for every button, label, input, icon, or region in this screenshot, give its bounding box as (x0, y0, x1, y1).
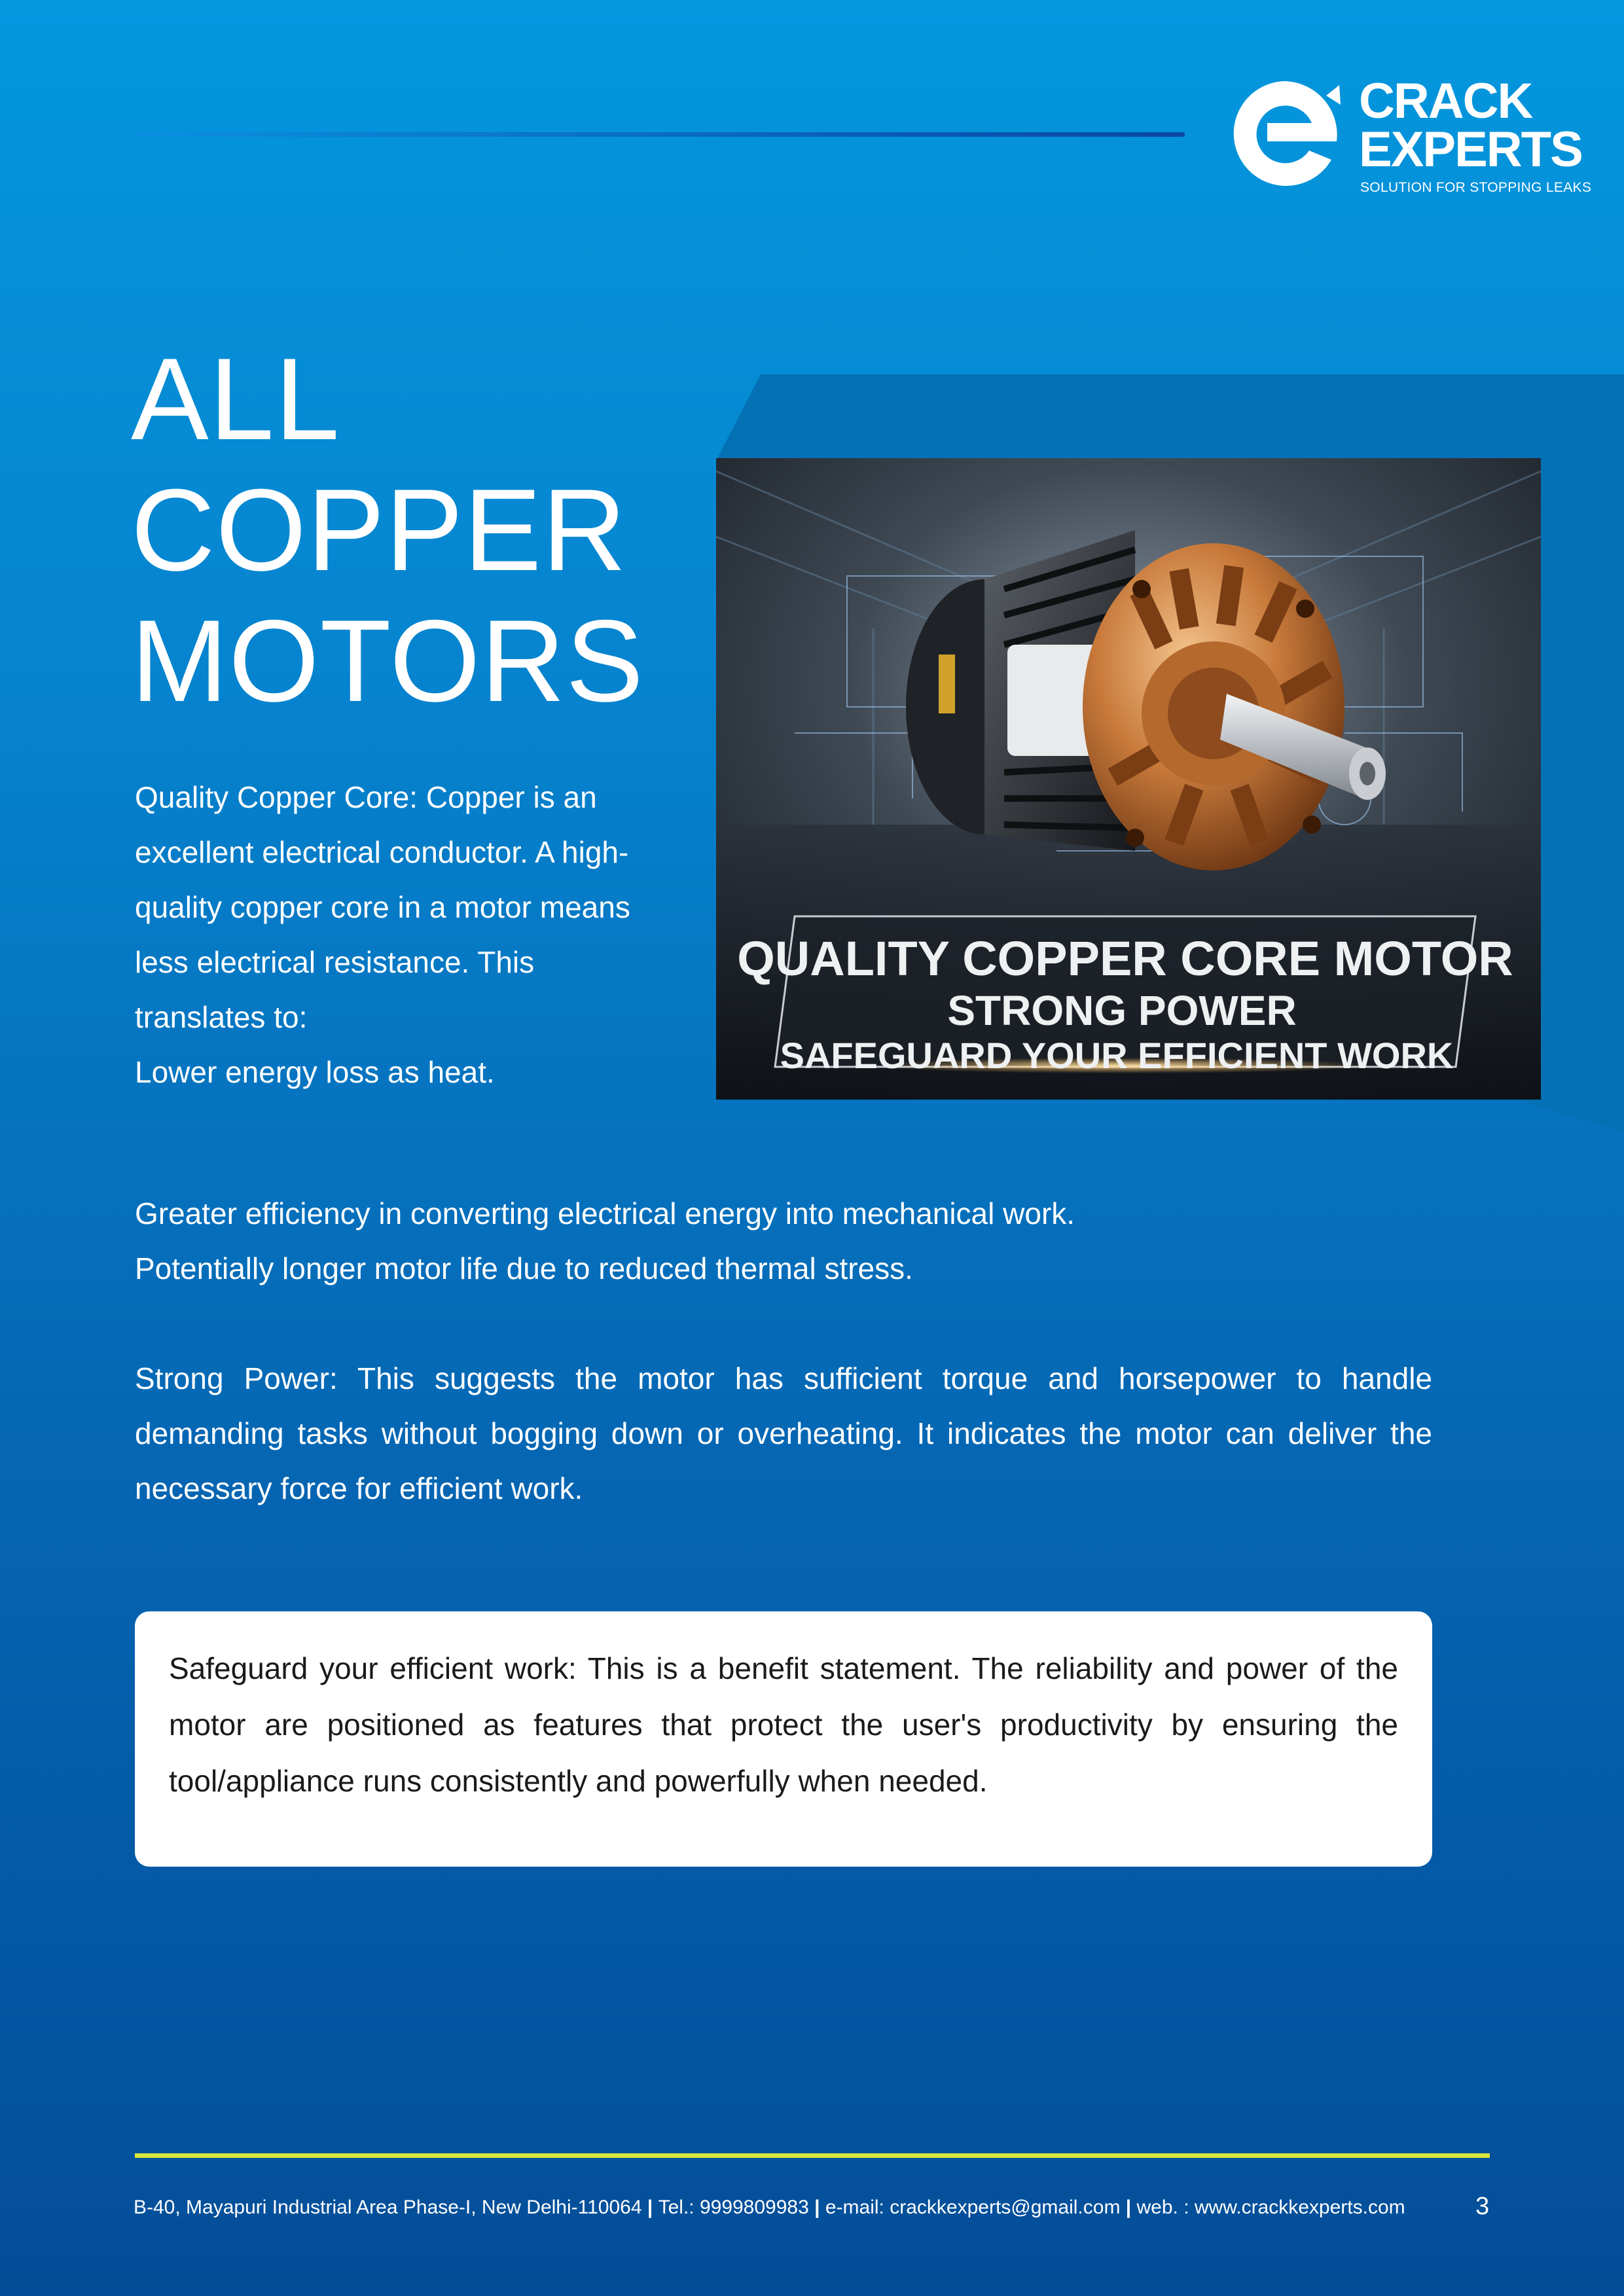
brand-tagline: SOLUTION FOR STOPPING LEAKS (1360, 180, 1592, 195)
title-line2: COPPER (131, 465, 627, 595)
brand-logo (1228, 73, 1592, 200)
motor-photo (716, 458, 1541, 1100)
intro-line: translates to: (135, 1000, 308, 1034)
page-title (131, 334, 644, 726)
brand-name (1359, 73, 1582, 177)
brand-name-line2: EXPERTS (1359, 122, 1582, 177)
brand-name-line1: CRACK (1359, 73, 1532, 129)
benefits-paragraph (135, 1186, 1075, 1296)
copper-end-cap-shape (1083, 543, 1344, 870)
intro-line: quality copper core in a motor means (135, 890, 630, 924)
image-caption-line1: QUALITY COPPER CORE MOTOR (737, 931, 1513, 986)
intro-line: less electrical resistance. This (135, 945, 535, 979)
page-number: 3 (1475, 2193, 1490, 2220)
callout-card (135, 1611, 1432, 1867)
header-rule (135, 132, 1185, 137)
footer-tel: Tel.: 9999809983 (658, 2197, 809, 2218)
benefit-line: Greater efficiency in converting electrical energy into mechanical work. (135, 1196, 1075, 1230)
image-caption-line2: STRONG POWER (947, 987, 1297, 1034)
footer-rule (135, 2153, 1490, 2158)
callout-text: Safeguard your efficient work: This is a benefit statement. The reliability and power of the motor are positioned as features that protect the user's productivity by ensuring the tool/appliance runs consistently and powerfully when needed. (169, 1651, 1398, 1798)
image-caption-line3: SAFEGUARD YOUR EFFICIENT WORK (780, 1035, 1454, 1076)
intro-line: Quality Copper Core: Copper is an (135, 780, 597, 814)
strong-power-text: Strong Power: This suggests the motor has sufficient torque and horsepower to handle demanding tasks without bogging down or overheating. It indicates the motor can deliver the necessary force for efficient work. (135, 1361, 1432, 1505)
footer-web[interactable]: web. : www.crackkexperts.com (1136, 2197, 1405, 2218)
footer-separator: | (808, 2197, 825, 2218)
footer-address: B-40, Mayapuri Industrial Area Phase-I, New Delhi-110064 (134, 2197, 642, 2218)
footer-separator: | (1120, 2197, 1137, 2218)
intro-paragraph (135, 770, 676, 1100)
crack-experts-logo-icon (1228, 76, 1343, 194)
benefit-line: Potentially longer motor life due to reduced thermal stress. (135, 1251, 913, 1285)
title-line1: ALL (131, 334, 340, 464)
title-line3: MOTORS (131, 596, 644, 726)
intro-line: Lower energy loss as heat. (135, 1055, 495, 1089)
footer-separator: | (641, 2197, 659, 2218)
footer-email[interactable]: e-mail: crackkexperts@gmail.com (825, 2197, 1121, 2218)
strong-power-paragraph (135, 1351, 1432, 1516)
footer-contact (134, 2197, 1405, 2219)
intro-line: excellent electrical conductor. A high- (135, 835, 629, 869)
copper-motor-illustration (716, 458, 1541, 1100)
